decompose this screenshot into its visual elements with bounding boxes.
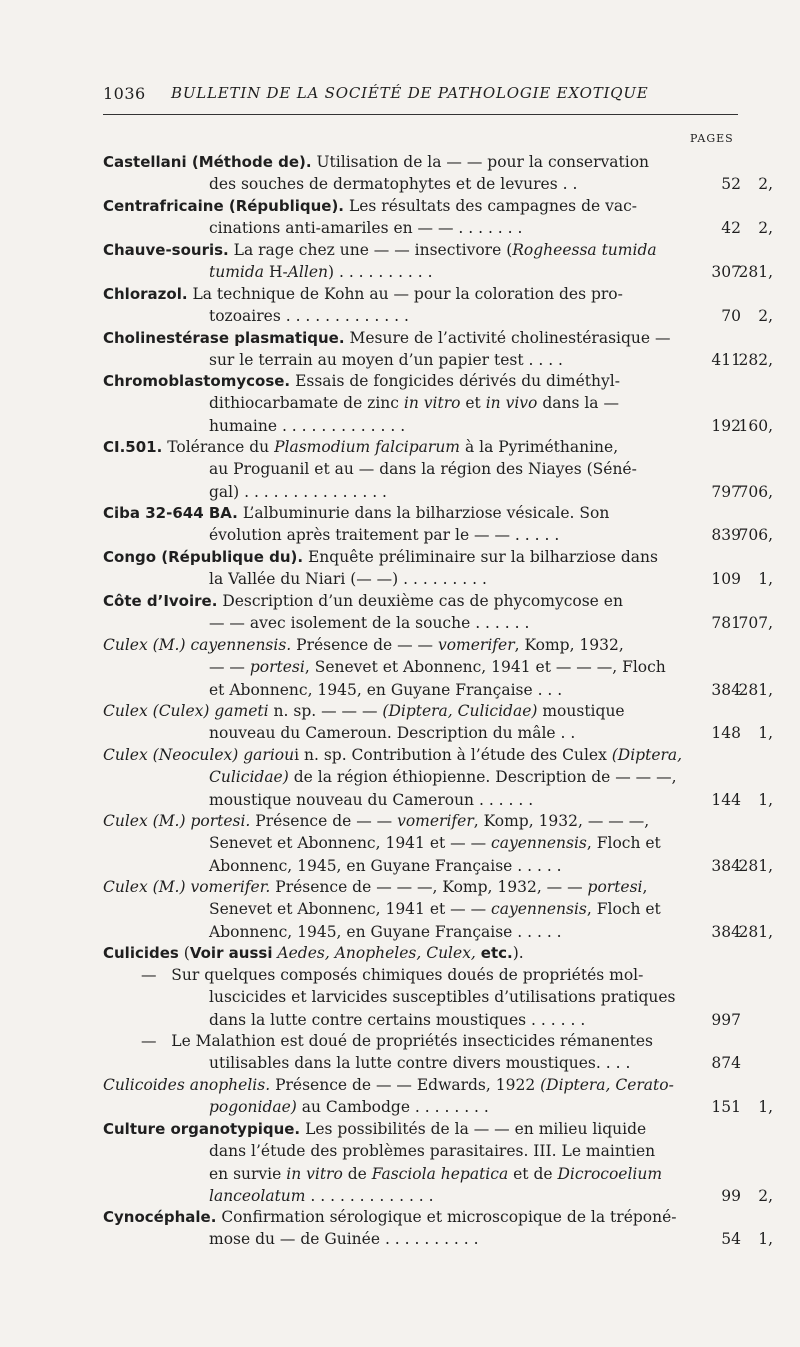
entry-text: tozoaires . . . . . . . . . . . . . (209, 307, 409, 326)
entry-line (103, 898, 793, 920)
index-entry (103, 370, 793, 437)
entry-line (103, 283, 793, 305)
entry-text: utilisables dans la lutte contre divers moustiques. . . . (209, 1054, 631, 1073)
entry-line (103, 656, 793, 678)
entry-page: 797 (711, 482, 741, 501)
index-entry (103, 744, 793, 811)
index-entry (103, 700, 793, 745)
entry-line (103, 1163, 793, 1185)
entry-page: 839 (711, 526, 741, 545)
entry-line (103, 195, 793, 217)
entry-text: lanceolatum . . . . . . . . . . . . . (209, 1186, 434, 1205)
entry-page: 192 (711, 416, 741, 435)
index-entry (103, 634, 793, 701)
entry-page: 151 (711, 1098, 741, 1117)
index-entry (103, 964, 793, 1031)
entry-text: moustique nouveau du Cameroun . . . . . . (209, 790, 534, 809)
entry-text: cinations anti-amariles en — — . . . . . . . (209, 219, 523, 238)
entry-text: gal) . . . . . . . . . . . . . . . (209, 482, 387, 501)
entry-line (103, 1118, 793, 1140)
entry-line (103, 1030, 793, 1052)
index-entry (103, 283, 793, 328)
entry-line (103, 876, 793, 898)
entry-volume: 2, (758, 219, 773, 238)
entry-text: Culex (M.) vomerifer. Présence de — — —, Komp, 1932, — — portesi, (103, 878, 648, 896)
entry-line (103, 305, 793, 327)
entry-text: Chromoblastomycose. Essais de fongicides dérivés du diméthyl- (103, 372, 620, 390)
entry-volume: 1, (758, 724, 773, 743)
entry-volume: 281, (738, 263, 773, 282)
entry-text: Culicidae) de la région éthiopienne. Description de — — —, (209, 768, 677, 787)
entry-text: Abonnenc, 1945, en Guyane Française . . . . . (209, 922, 562, 941)
entry-page: 144 (711, 790, 741, 809)
entry-line (103, 1074, 793, 1096)
entry-line (103, 766, 793, 788)
entry-line (103, 392, 793, 414)
entry-volume: 281, (738, 922, 773, 941)
index-entry (103, 151, 793, 196)
entry-volume: 160, (738, 416, 773, 435)
entry-text: Côte d’Ivoire. Description d’un deuxième cas de phycomycose en (103, 592, 623, 610)
entry-text: Culex (Neoculex) garioui n. sp. Contribution à l’étude des Culex (Diptera, (103, 746, 683, 764)
entry-page: 54 (721, 1230, 741, 1249)
entry-page: 70 (721, 307, 741, 326)
entry-text: Culex (Culex) gameti n. sp. — — — (Diptera, Culicidae) moustique (103, 702, 625, 720)
entry-text: Chauve-souris. La rage chez une — — insectivore (Rogheessa tumida (103, 241, 657, 259)
entry-page: 384 (711, 680, 741, 699)
entry-page: 42 (721, 219, 741, 238)
entry-line (103, 855, 793, 877)
entry-line (103, 634, 793, 656)
header-rule (103, 114, 738, 115)
entry-text: tumida H-Allen) . . . . . . . . . . (209, 263, 433, 282)
entry-text: Chlorazol. La technique de Kohn au — pour la coloration des pro- (103, 285, 623, 303)
pages-column-label: PAGES (690, 132, 734, 145)
entry-volume: 281, (738, 856, 773, 875)
entry-line (103, 986, 793, 1008)
entry-line (103, 327, 793, 349)
entry-line (103, 679, 793, 701)
entry-line (103, 942, 793, 964)
entry-text: sur le terrain au moyen d’un papier test . . . . (209, 351, 563, 370)
entry-page: 148 (711, 724, 741, 743)
entry-line (103, 612, 793, 634)
index-entry (103, 239, 793, 284)
entry-line (103, 590, 793, 612)
entry-text: Culex (M.) cayennensis. Présence de — — vomerifer, Komp, 1932, (103, 636, 624, 654)
entry-text: Castellani (Méthode de). Utilisation de la — — pour la conservation (103, 153, 650, 171)
entry-text: — Le Malathion est doué de propriétés insecticides rémanentes (141, 1032, 654, 1050)
entry-line (103, 458, 793, 480)
entry-text: évolution après traitement par le — — . . . . . (209, 526, 560, 545)
entry-page: 109 (711, 570, 741, 589)
entry-page: 384 (711, 856, 741, 875)
entry-text: Congo (République du). Enquête préliminaire sur la bilharziose dans (103, 548, 658, 566)
entry-text: au Proguanil et au — dans la région des Niayes (Séné- (209, 460, 637, 479)
entry-line (103, 921, 793, 943)
index-entry (103, 942, 793, 964)
entry-line (103, 239, 793, 261)
entry-text: et Abonnenc, 1945, en Guyane Française . . . (209, 680, 563, 699)
index-entry (103, 327, 793, 372)
entry-line (103, 436, 793, 458)
entry-line (103, 370, 793, 392)
entry-page: 99 (721, 1186, 741, 1205)
entry-text: humaine . . . . . . . . . . . . . (209, 416, 406, 435)
entry-volume: 281, (738, 680, 773, 699)
entry-page: 307 (711, 263, 741, 282)
entry-line (103, 1009, 793, 1031)
running-header (103, 84, 743, 108)
index-entry (103, 195, 793, 240)
entry-text: nouveau du Cameroun. Description du mâle . . (209, 724, 576, 743)
entry-line (103, 1228, 793, 1250)
entry-volume: 282, (738, 351, 773, 370)
entry-line (103, 832, 793, 854)
entry-line (103, 217, 793, 239)
entry-text: en survie in vitro de Fasciola hepatica et de Dicrocoelium (209, 1164, 663, 1183)
entry-line (103, 1096, 793, 1118)
journal-title: BULLETIN DE LA SOCIÉTÉ DE PATHOLOGIE EXOTIQUE (171, 84, 649, 102)
entry-page: 52 (721, 175, 741, 194)
entry-text: des souches de dermatophytes et de levures . . (209, 175, 578, 194)
entry-text: Senevet et Abonnenc, 1941 et — — cayennensis, Floch et (209, 834, 661, 853)
index-entry (103, 1030, 793, 1075)
entry-line (103, 481, 793, 503)
entry-line (103, 1185, 793, 1207)
entry-text: la Vallée du Niari (— —) . . . . . . . . . (209, 570, 487, 589)
entry-volume: 707, (738, 614, 773, 633)
index-entry (103, 436, 793, 503)
entry-text: pogonidae) au Cambodge . . . . . . . . (209, 1098, 489, 1117)
entry-volume: 1, (758, 570, 773, 589)
entry-text: luscicides et larvicides susceptibles d’utilisations pratiques (209, 988, 676, 1007)
index-entry (103, 590, 793, 635)
index-entry (103, 876, 793, 943)
entry-text: dans l’étude des problèmes parasitaires. III. Le maintien (209, 1142, 656, 1161)
entry-line (103, 568, 793, 590)
entry-volume: 706, (738, 482, 773, 501)
entry-text: mose du — de Guinée . . . . . . . . . . (209, 1230, 479, 1249)
entry-text: — — avec isolement de la souche . . . . . . (209, 614, 530, 633)
entry-line (103, 722, 793, 744)
entry-volume: 2, (758, 307, 773, 326)
entry-text: — Sur quelques composés chimiques doués de propriétés mol- (141, 966, 644, 984)
entry-text: Ciba 32-644 BA. L’albuminurie dans la bilharziose vésicale. Son (103, 504, 610, 522)
entry-page: 781 (711, 614, 741, 633)
entry-line (103, 349, 793, 371)
entry-text: Centrafricaine (République). Les résultats des campagnes de vac- (103, 197, 638, 215)
entry-page: 874 (711, 1054, 741, 1073)
index-entry (103, 502, 793, 547)
entry-line (103, 810, 793, 832)
entry-page: 411 (711, 351, 741, 370)
entry-text: CI.501. Tolérance du Plasmodium falciparum à la Pyriméthanine, (103, 438, 619, 456)
entry-volume: 2, (758, 1186, 773, 1205)
entry-line (103, 151, 793, 173)
entry-text: Cynocéphale. Confirmation sérologique et microscopique de la tréponé- (103, 1208, 677, 1226)
index-entry (103, 1118, 793, 1207)
entry-volume: 2, (758, 175, 773, 194)
entry-volume: 706, (738, 526, 773, 545)
entry-line (103, 502, 793, 524)
entry-text: Culicides (Voir aussi Aedes, Anopheles, Culex, etc.). (103, 944, 524, 962)
entry-text: Culex (M.) portesi. Présence de — — vomerifer, Komp, 1932, — — —, (103, 812, 650, 830)
entry-line (103, 261, 793, 283)
entry-line (103, 1206, 793, 1228)
entry-line (103, 744, 793, 766)
page-number: 1036 (103, 84, 146, 103)
entry-line (103, 964, 793, 986)
entry-text: Senevet et Abonnenc, 1941 et — — cayennensis, Floch et (209, 900, 661, 919)
index-entry (103, 546, 793, 591)
entry-text: — — portesi, Senevet et Abonnenc, 1941 et — — —, Floch (209, 658, 666, 677)
index-entry (103, 1074, 793, 1119)
entry-text: Culicoides anophelis. Présence de — — Edwards, 1922 (Diptera, Cerato- (103, 1076, 674, 1094)
entry-line (103, 546, 793, 568)
entry-text: dans la lutte contre certains moustiques . . . . . . (209, 1010, 586, 1029)
entry-line (103, 415, 793, 437)
entry-text: Abonnenc, 1945, en Guyane Française . . . . . (209, 856, 562, 875)
entry-volume: 1, (758, 1098, 773, 1117)
index-entry (103, 810, 793, 877)
entry-page: 997 (711, 1010, 741, 1029)
entry-line (103, 1052, 793, 1074)
entry-volume: 1, (758, 790, 773, 809)
entry-page: 384 (711, 922, 741, 941)
entry-line (103, 524, 793, 546)
entry-text: Cholinestérase plasmatique. Mesure de l’activité cholinestérasique — (103, 329, 671, 347)
index-entry (103, 1206, 793, 1251)
entry-text: Culture organotypique. Les possibilités de la — — en milieu liquide (103, 1120, 647, 1138)
entry-text: dithiocarbamate de zinc in vitro et in vivo dans la — (209, 394, 619, 413)
entry-line (103, 789, 793, 811)
entry-volume: 1, (758, 1230, 773, 1249)
entry-line (103, 173, 793, 195)
entry-line (103, 1140, 793, 1162)
entry-line (103, 700, 793, 722)
